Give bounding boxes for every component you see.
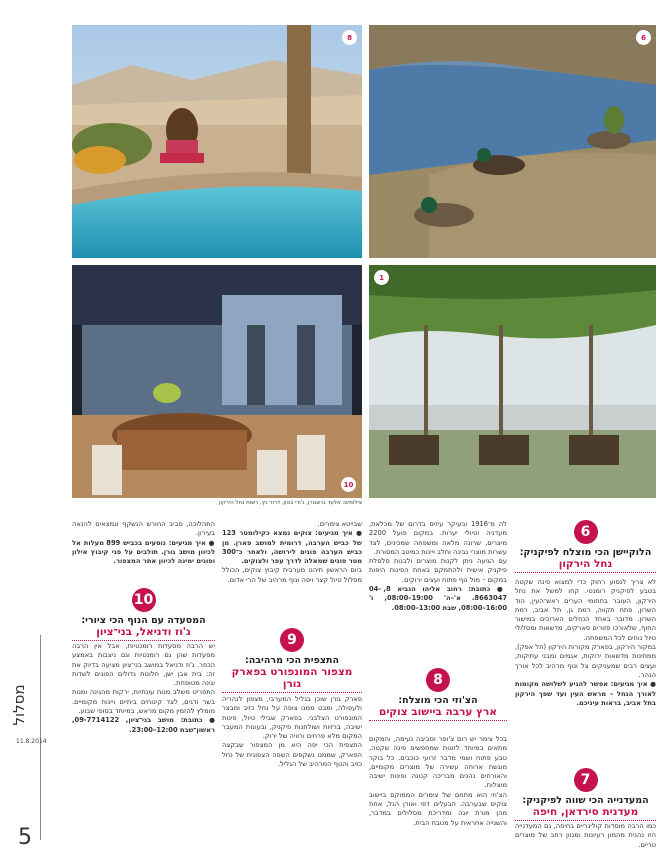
- page-date: 11.8.2014: [16, 738, 47, 745]
- section-7-heading: המעדנייה הכי שווה לפיקניק:: [522, 795, 649, 806]
- photo-restaurant-image: [72, 265, 362, 498]
- section-number-7: 7: [574, 768, 598, 792]
- column-a-info: ● איך מגיעים: אפשר להגיע לשלושה מקומות לאורך הנחל – מראש העין ועד שפך הירקון בתל אביב, בראות עיניכם.: [515, 680, 656, 707]
- column-d-body-2: [72, 642, 215, 862]
- column-d-info-2: ● כתובת: מושב בני־ציון, 09-7714122, ראשון־שבת 12:00–23:00.: [72, 716, 215, 734]
- section-10-heading: המסעדה עם הנוף הכי ציורי:: [81, 615, 206, 626]
- column-c-body-2: [222, 695, 362, 862]
- section-10-rule: [72, 640, 215, 641]
- column-d-paragraph-1: התהלוכה, סביב החורש הנשקף ונמצאים להנאה בעירון.: [72, 520, 215, 538]
- column-d-paragraph-2: יש הרבה מסעדות רומנטיות, אבל אין הרבה מסעדות שהן גם רומנטיות וגם ניצבות באמצע הכפר. ג'וז ודניאל במושב בני־ציון מציעה בדיוק את זה: בית אבן ישן, חלונות גדולים הפונים לשדות וגינה מטופחת.: [72, 642, 215, 688]
- section-9-rule: [222, 692, 362, 693]
- section-6-rule: [515, 572, 656, 573]
- column-b-paragraph-3: בכל צימר יש רום צ'ופר וסביבה נעימה, והמקום מתאים במיוחד לזוגות שמחפשים פינה שקטה, טבע פתוח ושמי מדבר זרועי כוכבים. כל בוקר מוגשת ארוחה עשירה של מוצרים מקומיים, והאורחים נהנים מבריכה קטנה ופינות ישיבה מוצלות.: [369, 735, 507, 790]
- photo-badge-6: 6: [636, 30, 651, 45]
- column-a-paragraph-2: במקור הירקון, בפארק מקורות הירקון (תל אפק), ממתינות מדשאות ירוקות, אגמים ומבני עתיקות, ועצים רבים שמעניקים צל ונוף מרהיב לכל אורך הנהר.: [515, 643, 656, 679]
- column-c-body: [222, 520, 362, 620]
- section-10-title: ג'וז ודניאל, בני־ציון: [96, 626, 191, 638]
- photo-credit: צילומים: אלעד גרשגורן, ג'ודי בטון, דרור כץ, רשות נחל הירקון: [218, 500, 362, 506]
- photo-yarkon-image: [369, 265, 656, 498]
- photo-badge-10: 10: [341, 477, 356, 492]
- column-b-body-2: [369, 735, 507, 862]
- section-6-heading: הלוקיישן הכי מוצלח לפיקניק:: [519, 547, 652, 558]
- column-b-paragraph-4: הצ'וזי הוא מתחם של צימרים הממוקם ביישוב צוקים שבערבה. הבעלים דפי ואורן הגל, אחת מהן מורת יוגה ומדריכת מסלולים במדבר, והשנייה אחראית על מטבח הבית.: [369, 790, 507, 827]
- photo-ducks-image: [369, 25, 656, 258]
- column-b-paragraph-1: לה מ־1916 ובעיקר עיזים בדרום של מכלאת, מעדניה וטיולי יערות. במקום פועל 2200 מיצרים, שרונה מלאה ומשפחה שמכינים, לצד עשרות מוצרי גבינה וחלב ויינות כמיטב המסורת.: [369, 520, 507, 556]
- column-b-paragraph-2: עם הגיעה ניתן לקנות מוצרים ולבנות סלסלת פיקניק אישית ולהתמקם באחת הפינות היפות במקום – מול נוף פתוח ועצים ירוקים.: [369, 557, 507, 584]
- section-8-heading: הצ'וזי הכי מוצלח:: [398, 695, 478, 706]
- column-d-paragraph-3: התפריט משלב מנות עונתיות, ירקות מהגינה ומנות בשר ודגים, לצד קינוחים ביתיים ויינות מקומיים. מומלץ להזמין מקום מראש, במיוחד בסופי שבוע.: [72, 688, 215, 716]
- column-c-info: ● איך מגיעים: צוקים נמצא כקילומטר 123 של כביש הערבה, דרומית למושב פארן. מן כביש הערבה פונים לירושה, ולאחר כ־300 מטר פונים שמאלה לדרך עפר ולצוקים.: [222, 529, 362, 566]
- section-9-heading: התצפית הכי מרהיבה:: [244, 655, 340, 666]
- column-d-body: [72, 520, 215, 582]
- column-a-paragraph-3: כמו הרבה מוסדות קולינריים בחיפה, גם המעדנייה הזו נהנית מהמון רעיונות ומגוון רחב של מוצרים טריים.: [515, 822, 656, 849]
- section-label: מסלול: [10, 684, 28, 726]
- section-9-title: מצפור המונפורט בפארק גורן: [231, 666, 353, 690]
- column-b-body: [369, 520, 507, 655]
- column-c-paragraph-3: פארק גורן שוכן בגליל המערבי, מצפון לנהריה ולעפולה, ומבט ממנו צופה על נחל כזיב ומבצר המונפורט הצלבני. בפארק שבילי טיול, פינות ישיבה, ברזיות ושולחנות פיקניק, ובעונות המעבר המקום מלא פרחים ורוויה של ירוק.: [222, 695, 362, 741]
- photo-badge-8: 8: [342, 30, 357, 45]
- section-9: [222, 628, 362, 696]
- section-8-title: ארץ ערבה ביישוב צוקים: [379, 706, 497, 718]
- photo-restaurant: [72, 265, 362, 498]
- column-c-paragraph-1: שבייטא צימרים.: [317, 520, 362, 528]
- section-6-title: נחל הירקון: [558, 558, 613, 570]
- photo-yoga-pool: [72, 25, 362, 258]
- photo-yoga-pool-image: [72, 25, 362, 258]
- column-c-paragraph-4: התצפית הכי יפה היא מן המצפור שבקצה הפארק, שממנו נשקפים השפה הצפונית של נחל כזיב והנוף המרהיב של הגליל.: [222, 741, 362, 769]
- section-number-10: 10: [132, 588, 156, 612]
- section-number-8: 8: [426, 668, 450, 692]
- column-d-info: ● איך מגיעים: נוסעים בכביש 899 מעלות אל לכיוון מושב גורן. תולבים על פני קיבוץ אילון ופונים ימינה לכיוון אתר המצפור.: [72, 538, 215, 566]
- section-7-title: מעדנית סירדאן, חיפה: [532, 806, 639, 818]
- photo-yarkon: [369, 265, 656, 498]
- column-b-info: ● כתובת: רחוב אליהו הנביא 8, 04-8663047. א'–ה' 19:00–08:00, ו' 16:00–08:00, שבת 13:00–08:00.: [369, 585, 507, 612]
- section-number-6: 6: [574, 520, 598, 544]
- section-7-rule: [515, 820, 656, 821]
- section-8-rule: [369, 720, 507, 721]
- section-7: [515, 768, 656, 824]
- page-number: 5: [18, 825, 32, 850]
- column-a-paragraph-1: לא צריך לנסוע רחוק כדי למצוא פינה שקטה בטבע לפיקניק רומנטי. קחו למשל את נחל הירקון, העובר בתחומי הערים ראש־העין, הוד השרון, פתח תקווה, רמת גן, תל אביב, רמת השרון. מדובר באחד הנחלים הארוכים במישור החוף, שלאורכו פזורים פארקים, מדשאות ומסלולי טיול נוחים לכל המשפחה.: [515, 578, 656, 642]
- column-a-body: [515, 578, 656, 748]
- section-10: [72, 588, 215, 644]
- section-8: [369, 668, 507, 724]
- column-a-body-2: [515, 822, 656, 862]
- section-6: [515, 520, 656, 576]
- photo-ducks: [369, 25, 656, 258]
- photo-badge-1: 1: [374, 270, 389, 285]
- section-number-9: 9: [280, 628, 304, 652]
- column-c-paragraph-2: ביום הראשון תיהנו מערבית קיבוץ צוקים, הכולל מסלול טיול קצר ויפה ונוף מרהיב של הרי אדום.: [222, 566, 362, 584]
